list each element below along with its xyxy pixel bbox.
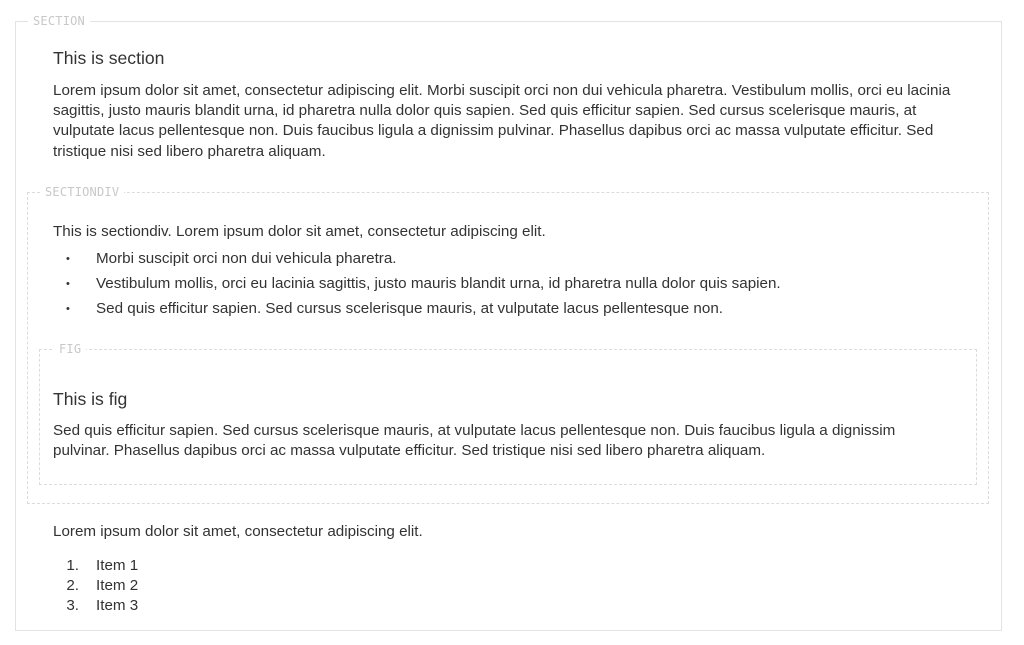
- bullet-marker: •: [66, 278, 70, 290]
- closing-paragraph: Lorem ipsum dolor sit amet, consectetur adipiscing elit.: [53, 523, 423, 540]
- bullet-marker: •: [66, 253, 70, 265]
- list-item-text: Item 1: [96, 557, 139, 574]
- bullet-text: Sed quis efficitur sapien. Sed cursus scelerisque mauris, at vulputate lacus pellentesque non.: [96, 300, 723, 317]
- bullet-text: Vestibulum mollis, orci eu lacinia sagittis, justo mauris blandit urna, id pharetra nulla dolor quis sapien.: [96, 275, 781, 292]
- section-paragraph: Lorem ipsum dolor sit amet, consectetur adipiscing elit. Morbi suscipit orci non dui vehicula pharetra. Vestibulum mollis, orci eu lacinia sagittis, justo mauris blandit urna, id pharetra nulla dolor quis sapien. Sed quis efficitur sapien. Sed cursus scelerisque mauris, at vulputate lacus pellentesque non. Duis faucibus ligula a dignissim pulvinar. Phasellus dapibus orci ac massa vulputate efficitur. Sed tristique nisi sed libero pharetra aliquam.: [53, 82, 951, 160]
- bullet-text: Morbi suscipit orci non dui vehicula pharetra.: [96, 250, 397, 267]
- section-heading: This is section: [53, 48, 165, 68]
- list-number: 1.: [66, 557, 79, 574]
- list-item-text: Item 2: [96, 577, 139, 594]
- list-number: 3.: [66, 597, 79, 614]
- sectiondiv-intro: This is sectiondiv. Lorem ipsum dolor sit amet, consectetur adipiscing elit.: [53, 223, 546, 240]
- section-label: SECTION: [28, 14, 90, 28]
- list-item-text: Item 3: [96, 597, 139, 614]
- list-number: 2.: [66, 577, 79, 594]
- fig-label: FIG: [54, 342, 86, 356]
- bullet-marker: •: [66, 303, 70, 315]
- sectiondiv-label: SECTIONDIV: [40, 185, 124, 199]
- fig-paragraph: Sed quis efficitur sapien. Sed cursus scelerisque mauris, at vulputate lacus pellentesque non. Duis faucibus ligula a dignissim pulvinar. Phasellus dapibus orci ac massa vulputate efficitur. Sed tristique nisi sed libero pharetra aliquam.: [53, 422, 896, 460]
- fig-box: [39, 342, 977, 485]
- fig-heading: This is fig: [53, 389, 128, 409]
